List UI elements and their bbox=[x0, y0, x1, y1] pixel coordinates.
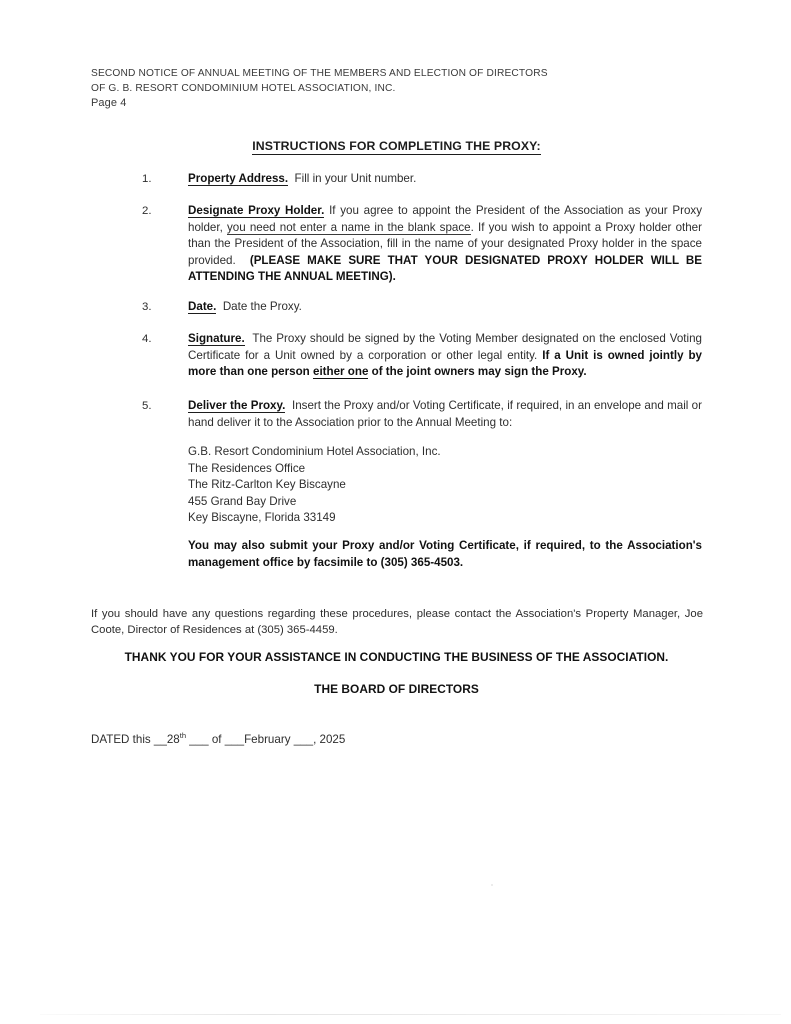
instruction-item-5 bbox=[91, 398, 702, 431]
item-underlined-phrase: you need not enter a name in the blank space bbox=[226, 220, 471, 234]
item-bold-underlined-phrase: either one bbox=[313, 365, 369, 379]
item-lead-label: Deliver the Proxy. bbox=[188, 399, 286, 412]
item-bold-notice: (PLEASE MAKE SURE THAT YOUR DESIGNATED PROXY HOLDER WILL BE ATTENDING THE ANNUAL MEETING). bbox=[188, 253, 702, 284]
item-lead-label: Date. bbox=[188, 300, 217, 313]
board-label: THE BOARD OF DIRECTORS bbox=[314, 682, 479, 696]
item-body bbox=[188, 331, 702, 381]
dated-prefix: DATED this __ bbox=[91, 732, 167, 746]
instruction-item-4 bbox=[91, 331, 702, 381]
item-body bbox=[188, 203, 702, 286]
thank-you-line: THANK YOU FOR YOUR ASSISTANCE IN CONDUCTING THE BUSINESS OF THE ASSOCIATION. bbox=[124, 650, 669, 664]
address-line-street: 455 Grand Bay Drive bbox=[188, 494, 297, 508]
dated-mid: ___ of ___ bbox=[186, 732, 245, 746]
address-line-office: The Residences Office bbox=[188, 461, 306, 475]
item-text-part-1: If you agree to appoint the President of the Association as your Proxy holder, bbox=[188, 204, 703, 234]
item-text: Insert the Proxy and/or Voting Certificate, if required, in an envelope and mail or hand deliver it to the Association prior to the Annual Meeting to: bbox=[188, 399, 702, 429]
header-line-1: SECOND NOTICE OF ANNUAL MEETING OF THE MEMBERS AND ELECTION OF DIRECTORS bbox=[91, 68, 548, 79]
page-number-label: Page 4 bbox=[91, 97, 127, 110]
dated-year: 2025 bbox=[319, 732, 346, 746]
instruction-item-2 bbox=[91, 203, 702, 286]
item-number: 5. bbox=[142, 400, 152, 412]
address-line-city-state-zip: Key Biscayne, Florida 33149 bbox=[188, 511, 336, 525]
signature-board-of-directors bbox=[91, 682, 702, 696]
item-number: 4. bbox=[142, 333, 152, 345]
item-lead-label: Designate Proxy Holder. bbox=[188, 204, 325, 217]
document-header bbox=[91, 66, 711, 112]
facsimile-note: You may also submit your Proxy and/or Voting Certificate, if required, to the Association's management office by facsimile to (305) 365-4503. bbox=[188, 539, 702, 569]
page-title bbox=[91, 139, 702, 153]
item-text: Fill in your Unit number. bbox=[294, 172, 417, 185]
item-bold-part-1: If a Unit is owned jointly by more than one person bbox=[188, 348, 702, 379]
instruction-item-3 bbox=[91, 299, 702, 316]
scan-bottom-edge-artifact bbox=[40, 1014, 781, 1015]
item-number: 3. bbox=[142, 301, 152, 313]
instruction-item-1 bbox=[91, 171, 702, 188]
item-body bbox=[188, 398, 702, 431]
scan-speck-artifact bbox=[491, 884, 493, 886]
item-text: Date the Proxy. bbox=[222, 300, 302, 313]
dated-ordinal-suffix: th bbox=[179, 731, 187, 740]
header-line-2: OF G. B. RESORT CONDOMINIUM HOTEL ASSOCIATION, INC. bbox=[91, 83, 396, 95]
item-lead-label: Property Address. bbox=[188, 172, 289, 185]
item-text-part-2: . If you wish to appoint a Proxy holder other than the President of the Association, fill in the name of your designated Proxy holder in the space provided. bbox=[188, 220, 702, 267]
address-line-organization: G.B. Resort Condominium Hotel Association, Inc. bbox=[188, 445, 441, 458]
closing-paragraph: If you should have any questions regarding these procedures, please contact the Association's Property Manager, Joe Coote, Director of Residences at (305) 365-4459. bbox=[91, 608, 703, 637]
address-line-property: The Ritz-Carlton Key Biscayne bbox=[188, 478, 346, 492]
dated-suffix: ___, bbox=[290, 732, 320, 746]
dated-month: February bbox=[244, 732, 291, 746]
item-bold-part-2: of the joint owners may sign the Proxy. bbox=[371, 365, 587, 379]
dated-day: 28 bbox=[166, 732, 180, 746]
dated-line bbox=[91, 731, 345, 746]
mailing-address-block bbox=[188, 444, 441, 527]
item-number: 1. bbox=[142, 173, 152, 185]
page-title-text: INSTRUCTIONS FOR COMPLETING THE PROXY: bbox=[252, 139, 541, 153]
item-body bbox=[188, 299, 702, 316]
item-body bbox=[188, 171, 702, 188]
item-text-part-1: The Proxy should be signed by the Voting Member designated on the enclosed Voting Certificate for a Unit owned by a corporation or other legal entity. bbox=[188, 332, 702, 362]
item-lead-label: Signature. bbox=[188, 332, 245, 345]
item-number: 2. bbox=[142, 205, 152, 217]
